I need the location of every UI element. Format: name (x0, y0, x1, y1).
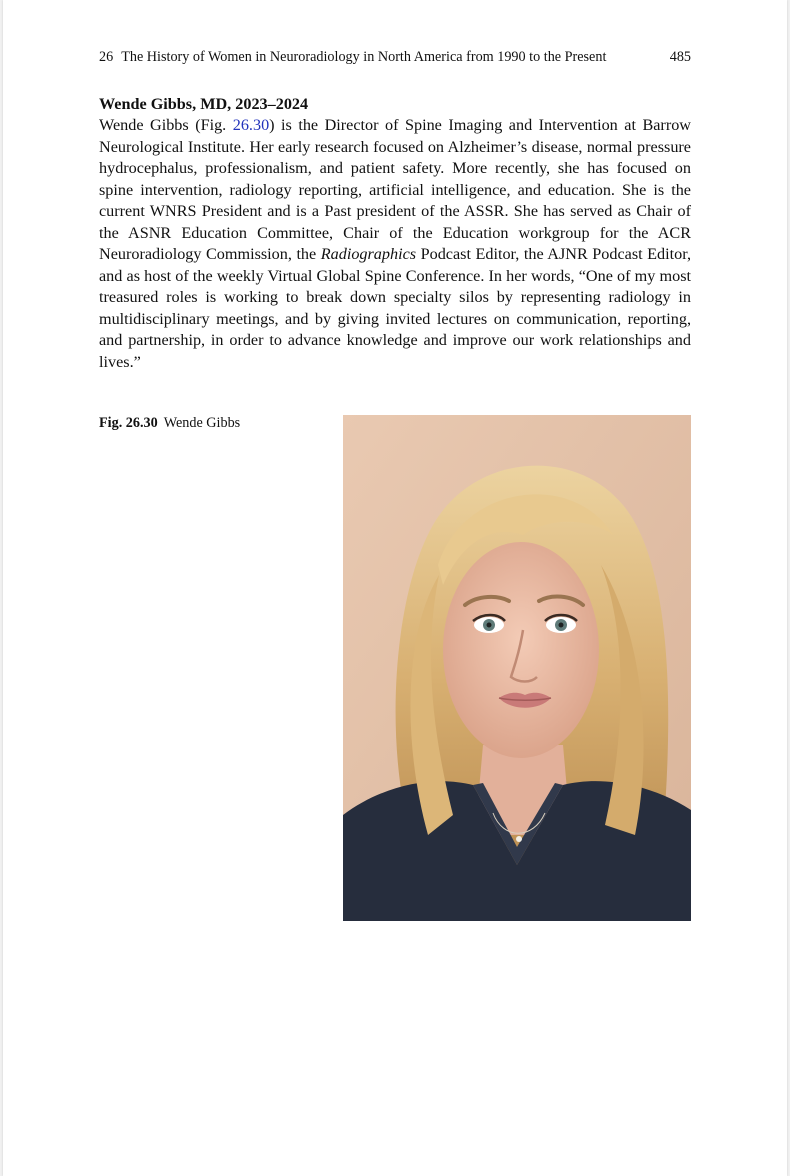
book-page (3, 0, 787, 1176)
chapter-title: The History of Women in Neuroradiology in North America from 1990 to the Present (121, 49, 607, 65)
section-body (99, 115, 691, 373)
portrait-photo (343, 415, 691, 921)
figure-caption (99, 414, 240, 432)
body-text-part-2: ) is the Director of Spine Imaging and Intervention at Barrow Neurological Institute. Her early research focused on Alzheimer’s disease, normal pressure hydrocephalus, professionalism, and patient safety. More recently, she has focused on spine intervention, radiology reporting, artificial intelligence, and education. She is the current WNRS President and is a Past president of the ASSR. She has served as Chair of the ASNR Education Committee, Chair of the Education workgroup for the ACR Neuroradiology Commission, the (99, 116, 691, 263)
figure-label: Fig. 26.30 (99, 415, 158, 431)
running-head (99, 48, 691, 66)
body-text-part-3: Podcast Editor, the AJNR Podcast Editor, and as host of the weekly Virtual Global Spine Conference. In her words, “One of my most treasured roles is working to break down specialty silos by representing radiology in multidisciplinary meetings, and by giving invited lectures on communication, reporting, and partnership, in order to advance knowledge and improve our work relationships and lives.” (99, 245, 692, 371)
portrait-illustration (343, 415, 691, 921)
figure-reference-link[interactable]: 26.30 (232, 116, 270, 134)
section-wende-gibbs (99, 94, 691, 373)
page-number: 485 (669, 49, 691, 65)
italic-journal-name: Radiographics (320, 245, 417, 263)
body-text-part-1: Wende Gibbs (Fig. (99, 116, 233, 134)
chapter-number: 26 (99, 49, 114, 65)
figure-caption-text: Wende Gibbs (163, 415, 241, 431)
section-heading: Wende Gibbs, MD, 2023–2024 (99, 95, 309, 113)
